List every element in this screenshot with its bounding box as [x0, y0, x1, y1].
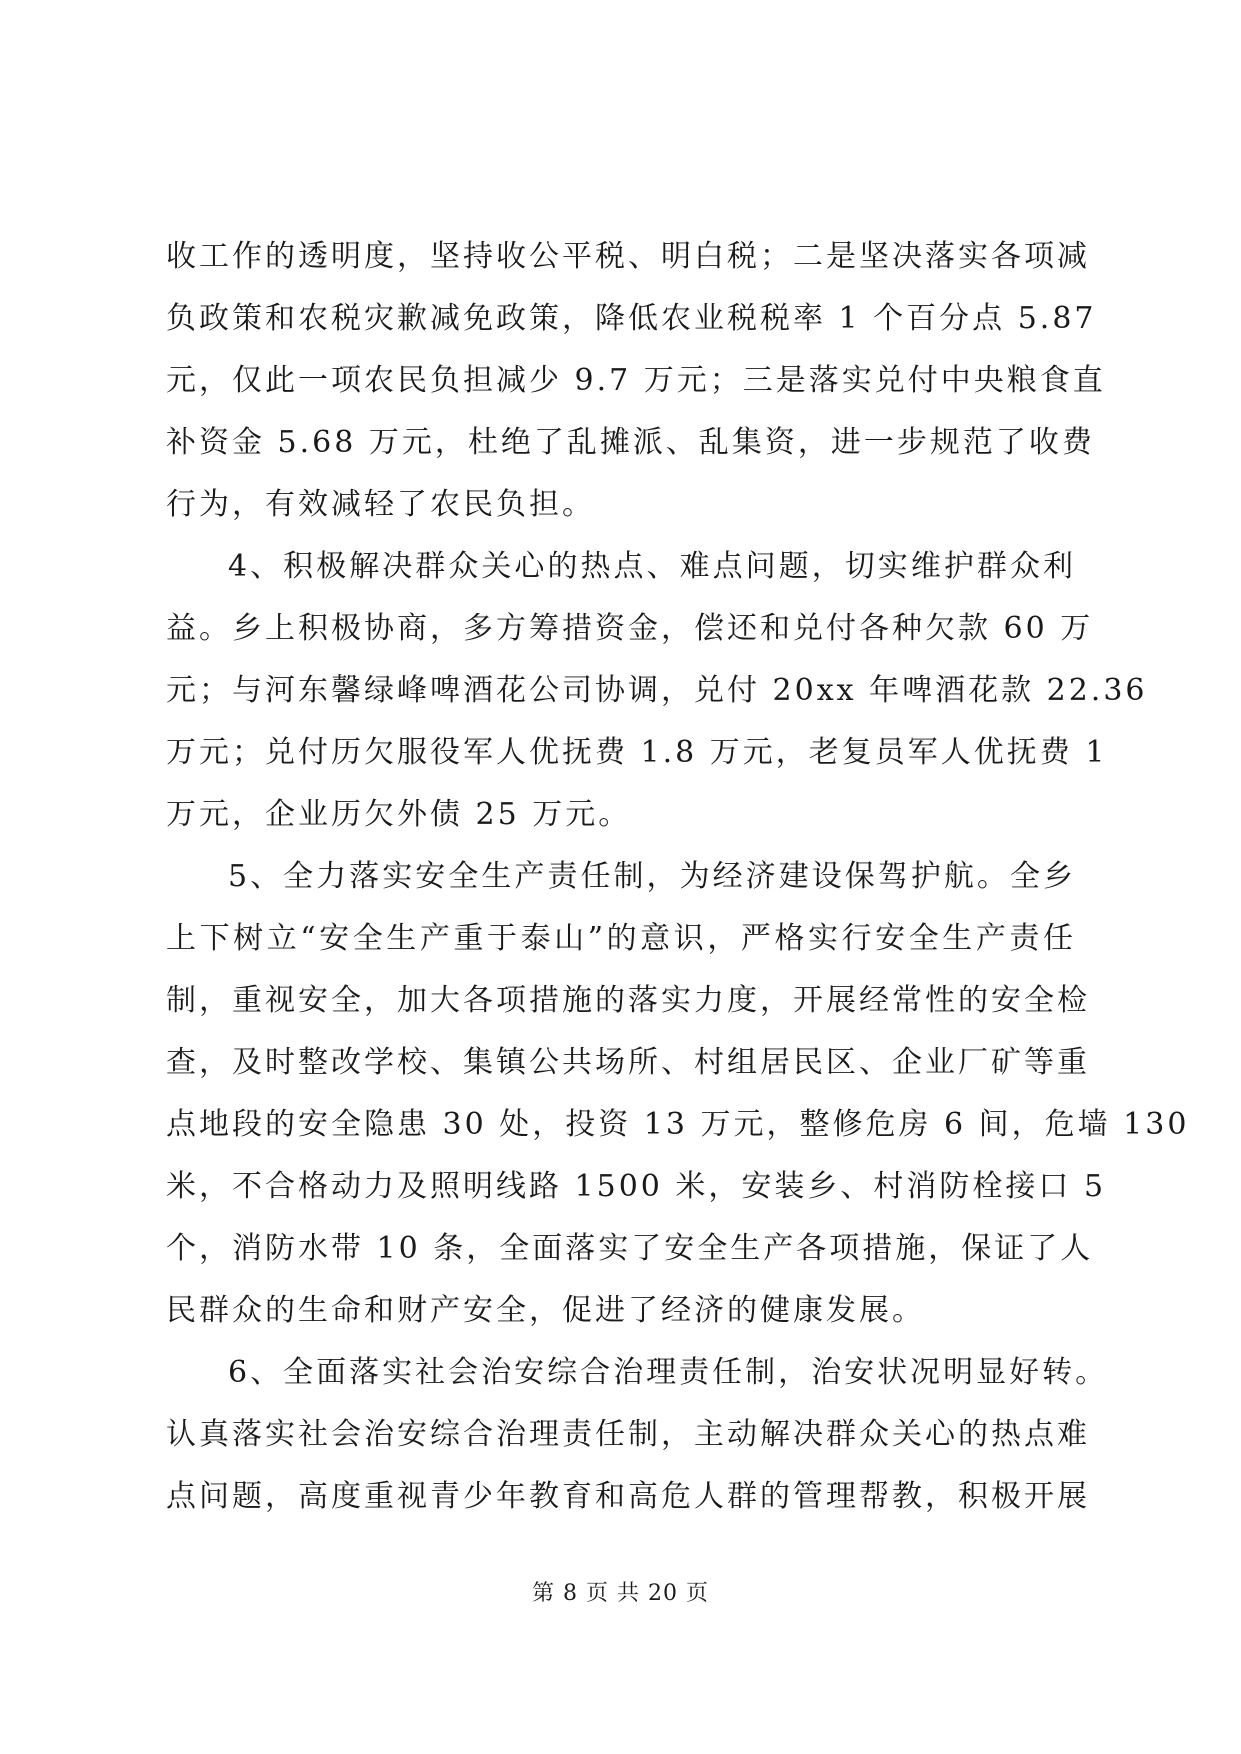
text-line: 行为，有效减轻了农民负担。	[166, 487, 595, 522]
text-line: 点地段的安全隐患 30 处，投资 13 万元，整修危房 6 间，危墙 130	[166, 1107, 1190, 1142]
paragraph-heading-4: 4、积极解决群众关心的热点、难点问题，切实维护群众利	[228, 549, 1076, 584]
text-line: 个，消防水带 10 条，全面落实了安全生产各项措施，保证了人	[166, 1231, 1094, 1266]
text-line: 民群众的生命和财产安全，促进了经济的健康发展。	[166, 1293, 925, 1328]
text-line: 元，仅此一项农民负担减少 9.7 万元；三是落实兑付中央粮食直	[166, 363, 1106, 398]
text-line: 万元，企业历欠外债 25 万元。	[166, 797, 632, 832]
text-line: 上下树立“安全生产重于泰山”的意识，严格实行安全生产责任	[166, 921, 1076, 956]
text-line: 制，重视安全，加大各项措施的落实力度，开展经常性的安全检	[166, 983, 1090, 1018]
text-line: 收工作的透明度，坚持收公平税、明白税；二是坚决落实各项减	[166, 239, 1090, 274]
text-line: 负政策和农税灾歉减免政策，降低农业税税率 1 个百分点 5.87	[166, 301, 1097, 336]
text-line: 益。乡上积极协商，多方筹措资金，偿还和兑付各种欠款 60 万	[166, 611, 1094, 646]
text-line: 米，不合格动力及照明线路 1500 米，安装乡、村消防栓接口 5	[166, 1169, 1107, 1204]
paragraph-heading-5: 5、全力落实安全生产责任制，为经济建设保驾护航。全乡	[228, 859, 1076, 894]
text-line: 点问题，高度重视青少年教育和高危人群的管理帮教，积极开展	[166, 1479, 1090, 1514]
text-line: 查，及时整改学校、集镇公共场所、村组居民区、企业厂矿等重	[166, 1045, 1090, 1080]
page-number-footer: 第 8 页 共 20 页	[532, 1581, 709, 1606]
text-line: 万元；兑付历欠服役军人优抚费 1.8 万元，老复员军人优抚费 1	[166, 735, 1108, 770]
text-line: 元；与河东馨绿峰啤酒花公司协调，兑付 20xx 年啤酒花款 22.36	[166, 673, 1148, 708]
paragraph-heading-6: 6、全面落实社会治安综合治理责任制，治安状况明显好转。	[228, 1355, 1109, 1390]
text-line: 认真落实社会治安综合治理责任制，主动解决群众关心的热点难	[166, 1417, 1090, 1452]
text-line: 补资金 5.68 万元，杜绝了乱摊派、乱集资，进一步规范了收费	[166, 425, 1095, 460]
document-body	[166, 226, 1190, 1528]
